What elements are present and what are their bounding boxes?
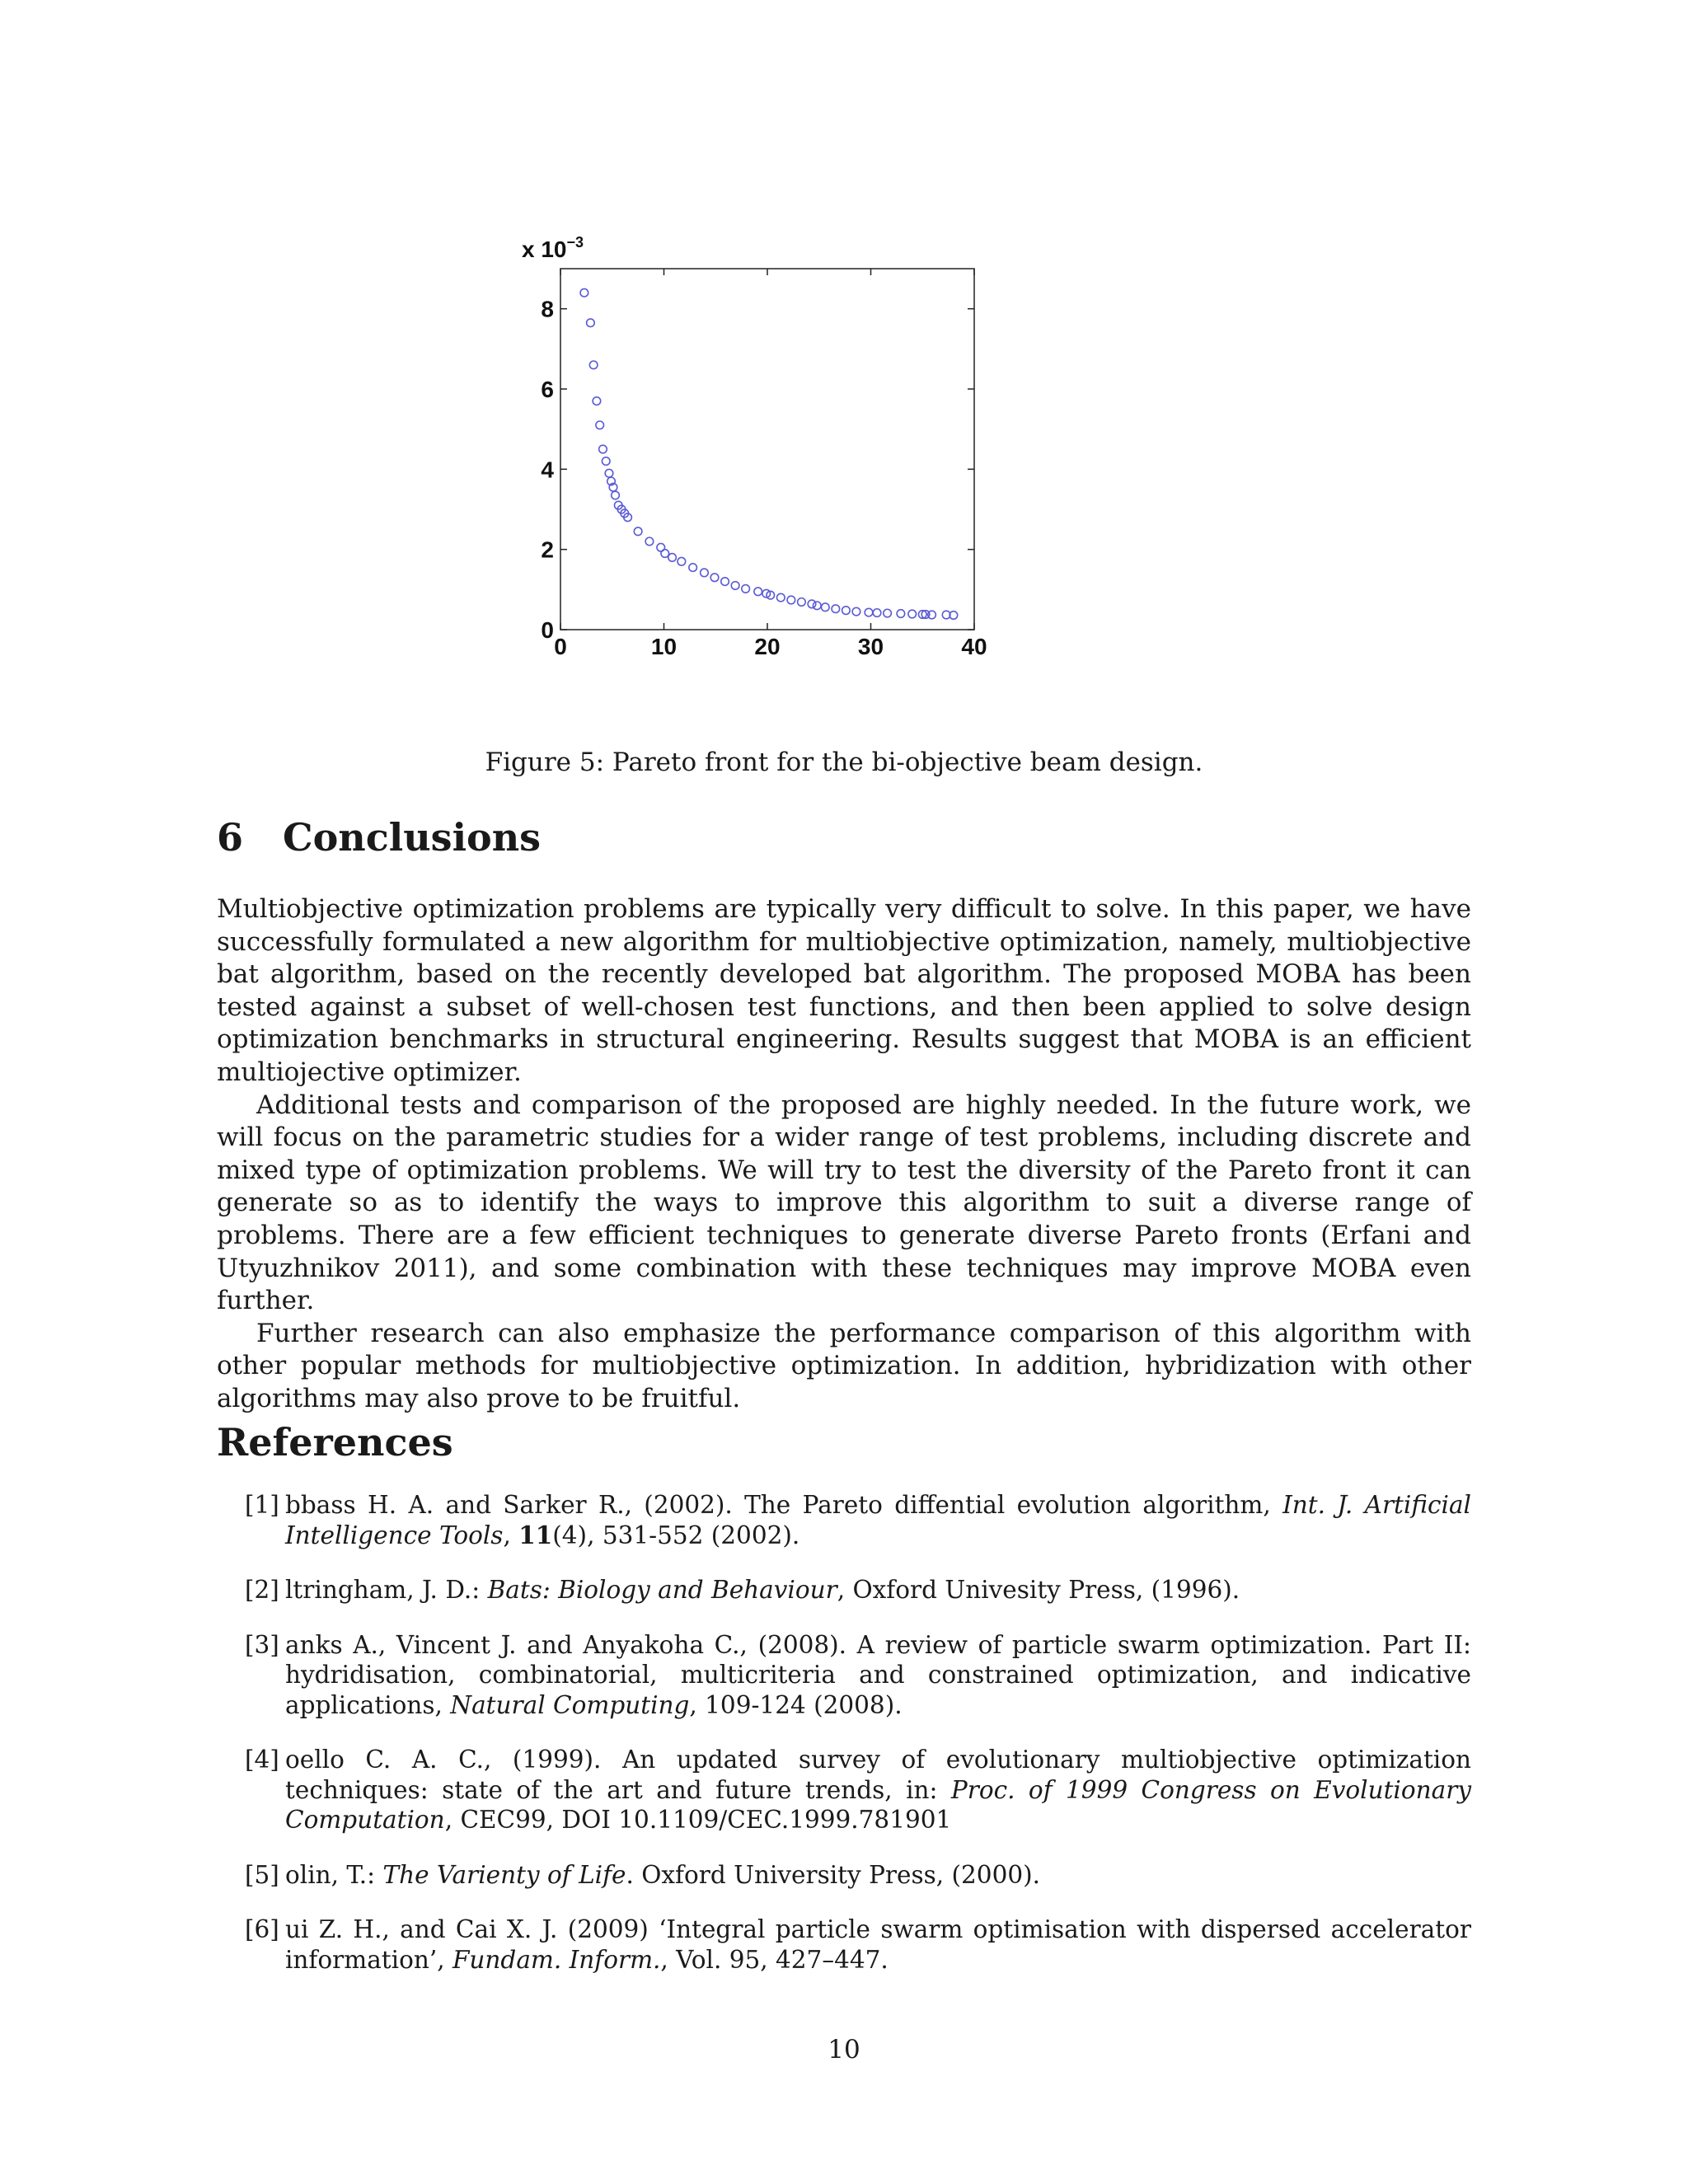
reference-item	[217, 1630, 1471, 1721]
x-tick-label: 20	[754, 634, 781, 659]
data-point	[777, 593, 785, 602]
reference-text-run: , Oxford Univesity Press, (1996).	[837, 1576, 1240, 1604]
reference-text-run: ui Z. H., and Cai X. J. (2009) ‘Integral particle swarm optimisation with dispersed accelerator information’,	[285, 1915, 1471, 1974]
data-point	[813, 602, 821, 610]
data-point	[787, 596, 795, 604]
x-tick-label: 0	[554, 634, 567, 659]
conclusions-paragraph-3: Further research can also emphasize the performance comparison of this algorithm with other popular methods for multiobjective optimization. In addition, hybridization with other algorithms may also prove to be fruitful.	[217, 1318, 1471, 1413]
conclusions-body	[217, 893, 1471, 1416]
reference-text-run: , 109-124 (2008).	[689, 1690, 903, 1719]
data-point	[897, 610, 905, 618]
y-tick-label: 8	[541, 296, 554, 322]
data-point	[821, 603, 829, 612]
data-point	[832, 605, 840, 613]
data-point	[842, 607, 851, 615]
reference-number: [3]	[245, 1630, 279, 1659]
data-point	[589, 361, 598, 369]
data-point	[661, 550, 669, 558]
data-point	[742, 585, 750, 593]
section-heading-conclusions	[217, 814, 541, 860]
reference-item	[217, 1745, 1471, 1835]
data-point	[731, 582, 739, 590]
conclusions-paragraph-1: Multiobjective optimization problems are typically very difficult to solve. In this paper, we have successfully formulated a new algorithm for multiobjective optimization, namely, multiobjective bat algorithm, based on the recently developed bat algorithm. The proposed MOBA has been tested against a subset of well-chosen test functions, and then been applied to solve design optimization benchmarks in structural engineering. Results suggest that MOBA is an efficient multiojective optimizer.	[217, 894, 1471, 1087]
reference-text-run: oello C. A. C., (1999). An updated survey of evolutionary multiobjective optimization techniques: state of the art and future trends, in:	[285, 1746, 1471, 1804]
reference-text-run: , Vol. 95, 427–447.	[660, 1945, 889, 1974]
reference-number: [2]	[245, 1576, 279, 1604]
data-point	[678, 557, 686, 565]
reference-item	[217, 1915, 1471, 1975]
data-point	[710, 574, 719, 582]
reference-text-run: Proc. of 1999 Congress on Evolutionary Computation	[285, 1775, 1471, 1834]
pareto-scatter-chart	[495, 223, 1121, 733]
data-point	[593, 397, 601, 405]
reference-number: [5]	[245, 1860, 279, 1889]
data-point	[808, 600, 816, 608]
reference-text-run: The Varienty of Life	[382, 1860, 626, 1889]
y-multiplier-exponent: −3	[566, 234, 584, 251]
data-point	[873, 609, 881, 617]
reference-text-run: ,	[503, 1521, 519, 1549]
reference-number: [4]	[245, 1746, 279, 1774]
data-point	[701, 569, 709, 577]
x-tick-label: 10	[650, 634, 678, 659]
data-point	[612, 491, 620, 499]
data-point	[596, 421, 604, 429]
page-number: 10	[828, 2035, 860, 2064]
y-tick-label: 6	[541, 377, 554, 402]
data-point	[908, 610, 917, 618]
data-point	[580, 288, 588, 297]
reference-text-run: Int. J. Artificial Intelligence Tools	[285, 1491, 1471, 1549]
data-point	[721, 578, 729, 586]
data-point	[798, 598, 806, 607]
reference-item	[217, 1490, 1471, 1550]
figure-caption: Figure 5: Pareto front for the bi-objective beam design.	[485, 748, 1203, 777]
section-heading-references: References	[217, 1420, 453, 1465]
reference-text-run: ltringham, J. D.:	[285, 1576, 488, 1604]
data-point	[852, 607, 860, 616]
reference-number: [1]	[245, 1491, 279, 1519]
reference-text-run: 11	[518, 1520, 553, 1549]
y-tick-label: 2	[541, 537, 554, 563]
data-point	[587, 319, 595, 327]
figure	[495, 223, 1121, 733]
data-point	[754, 588, 762, 596]
references-list	[217, 1490, 1471, 1999]
data-point	[645, 537, 654, 546]
reference-item	[217, 1860, 1471, 1891]
y-multiplier-label	[522, 234, 584, 262]
section-number: 6	[217, 815, 244, 860]
reference-text-run: anks A., Vincent J. and Anyakoha C., (2008). A review of particle swarm optimization. Part II: hydridisation, combinatorial, multicriteria and constrained optimization, and indicative applications,	[285, 1630, 1471, 1719]
reference-number: [6]	[245, 1915, 279, 1943]
reference-text-run: Fundam. Inform.	[452, 1945, 661, 1974]
data-point	[884, 609, 892, 617]
y-tick-label: 0	[541, 617, 554, 643]
data-point	[602, 457, 610, 466]
data-point	[634, 527, 642, 536]
reference-text-run: Bats: Biology and Behaviour	[487, 1576, 837, 1604]
x-tick-label: 40	[961, 634, 987, 659]
reference-text-run: . Oxford University Press, (2000).	[626, 1860, 1040, 1889]
data-point	[605, 469, 613, 477]
y-multiplier-base: x 10	[522, 237, 567, 262]
reference-text-run: olin, T.:	[285, 1860, 383, 1889]
y-tick-label: 4	[541, 457, 554, 483]
plot-frame	[560, 269, 974, 630]
x-tick-label: 30	[857, 634, 884, 659]
reference-text-run: Natural Computing	[450, 1690, 690, 1719]
data-point	[599, 445, 607, 453]
reference-item	[217, 1575, 1471, 1605]
reference-text-run: (4), 531-552 (2002).	[552, 1521, 800, 1549]
data-point	[689, 564, 697, 572]
data-point	[865, 608, 873, 616]
conclusions-paragraph-2: Additional tests and comparison of the proposed are highly needed. In the future work, we will focus on the parametric studies for a wider range of test problems, including discrete and mixed type of optimization problems. We will try to test the diversity of the Pareto front it can generate so as to identify the ways to improve this algorithm to suit a diverse range of problems. There are a few efficient techniques to generate diverse Pareto fronts (Erfani and Utyuzhnikov 2011), and some combination with these techniques may improve MOBA even further.	[217, 1090, 1471, 1316]
reference-text-run: bbass H. A. and Sarker R., (2002). The Pareto diffential evolution algorithm,	[285, 1491, 1283, 1519]
section-title: Conclusions	[283, 815, 542, 860]
data-point	[668, 554, 677, 562]
reference-text-run: , CEC99, DOI 10.1109/CEC.1999.781901	[444, 1806, 952, 1834]
